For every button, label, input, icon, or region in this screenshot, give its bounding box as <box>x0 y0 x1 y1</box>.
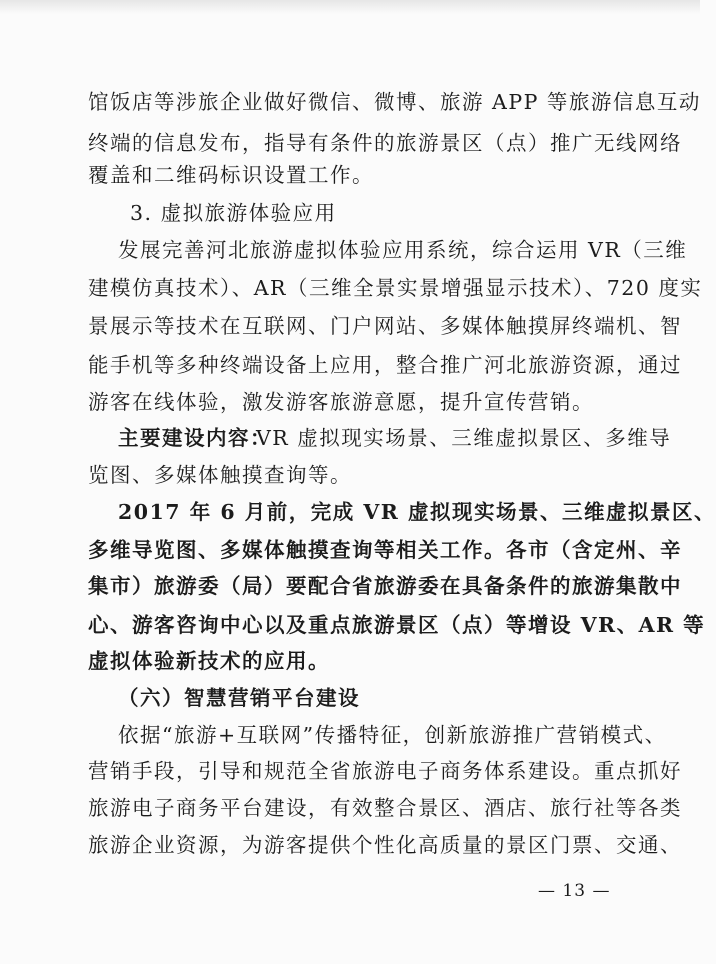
text-line: 览图、多媒体触摸查询等。 <box>88 463 352 487</box>
section-heading-3: 3. 虚拟旅游体验应用 <box>130 201 337 225</box>
text-line: 虚拟体验新技术的应用。 <box>88 649 330 673</box>
text-line: 终端的信息发布，指导有条件的旅游景区（点）推广无线网络 <box>88 131 682 155</box>
text-line: 能手机等多种终端设备上应用，整合推广河北旅游资源，通过 <box>88 353 682 377</box>
text-line: 集市）旅游委（局）要配合省旅游委在具备条件的旅游集散中 <box>88 574 682 598</box>
text-line: 营销手段，引导和规范全省旅游电子商务体系建设。重点抓好 <box>88 759 682 783</box>
text-line: 馆饭店等涉旅企业做好微信、微博、旅游 APP 等旅游信息互动 <box>88 90 701 114</box>
text-line: 旅游企业资源，为游客提供个性化高质量的景区门票、交通、 <box>88 833 682 857</box>
text-line: 发展完善河北旅游虚拟体验应用系统，综合运用 VR（三维 <box>118 238 688 262</box>
text-line: 覆盖和二维码标识设置工作。 <box>88 163 374 187</box>
scan-top-shadow <box>0 0 700 14</box>
text-line: 建模仿真技术）、AR（三维全景实景增强显示技术）、720 度实 <box>88 276 703 300</box>
text-line: 景展示等技术在互联网、门户网站、多媒体触摸屏终端机、智 <box>88 314 682 338</box>
text-line: VR 虚拟现实场景、三维虚拟景区、多维导 <box>256 426 672 450</box>
page-number: — 13 — <box>538 881 611 901</box>
section-heading-6: （六）智慧营销平台建设 <box>118 686 360 710</box>
text-line: 游客在线体验，激发游客旅游意愿，提升宣传营销。 <box>88 390 594 414</box>
text-line: 心、游客咨询中心以及重点旅游景区（点）等增设 VR、AR 等 <box>88 613 706 637</box>
text-line: 2017 年 6 月前，完成 VR 虚拟现实场景、三维虚拟景区、 <box>118 500 716 524</box>
text-line: 旅游电子商务平台建设，有效整合景区、酒店、旅行社等各类 <box>88 796 682 820</box>
text-line: 依据“旅游+互联网”传播特征，创新旅游推广营销模式、 <box>118 723 667 747</box>
main-content-label: 主要建设内容： <box>118 426 272 450</box>
text-line: 多维导览图、多媒体触摸查询等相关工作。各市（含定州、辛 <box>88 538 682 562</box>
